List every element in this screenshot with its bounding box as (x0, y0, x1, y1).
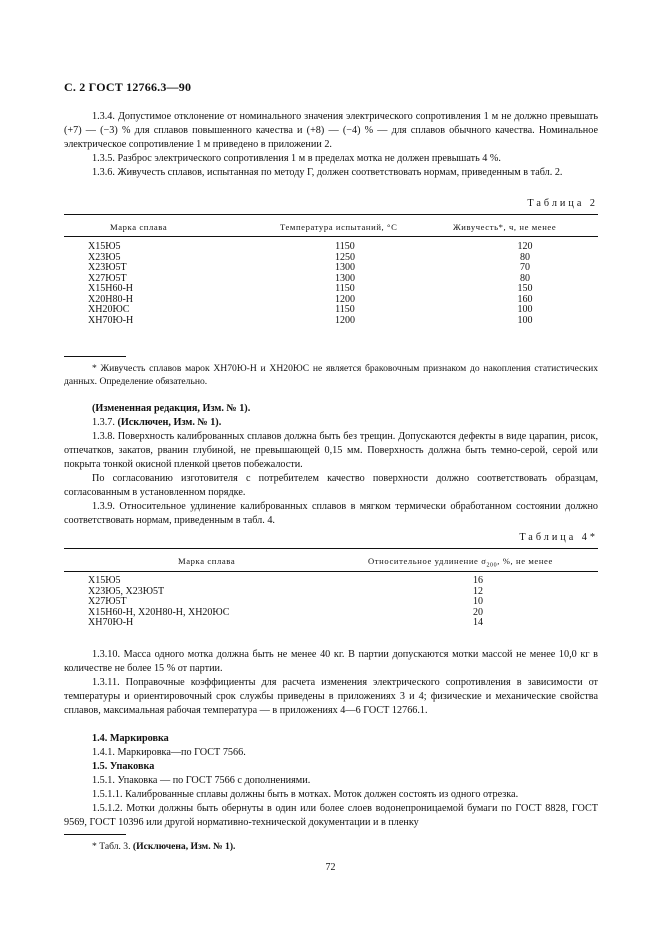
table-cell: 70 (520, 262, 530, 273)
table-cell: Х23Ю5, Х23Ю5Т (88, 585, 165, 597)
paragraph-1-3-8: 1.3.8. Поверхность калиброванных сплавов должна быть без трещин. Допускаются дефекты в виде царапин, рисок, отпечатков, закатов, рванин глубиной, не превышающей 0,15 мм. Поверхность должна быть темно-серой, серой или покрыта тонкой окисной пленкой цветов побежалости. (64, 431, 598, 470)
table-4-header-rule (64, 571, 598, 572)
paragraph-1-3-5: 1.3.5. Разброс электрического сопротивления 1 м в пределах мотка не должен превышать 4 %. (92, 153, 501, 164)
table-2-temperature-column (320, 242, 370, 326)
header-suffix: , %, не менее (497, 556, 553, 566)
table-cell: ХН70Ю-Н (88, 314, 134, 326)
table-cell: 1300 (335, 262, 355, 273)
paragraph-number: 1.3.7. (92, 417, 115, 428)
table-4-header-grade: Марка сплава (178, 556, 236, 566)
table-cell: Х27Ю5Т (88, 596, 127, 607)
table-cell: 1150 (335, 283, 355, 294)
table-cell: Х15Ю5 (88, 575, 121, 586)
footnote-rule (64, 356, 126, 357)
excluded-note: (Исключен, Изм. № 1). (117, 417, 222, 428)
table-3-footnote (64, 840, 598, 853)
paragraph-agreement: По согласованию изготовителя с потребителем качество поверхности должно соответствовать образцам, согласованным в установленном порядке. (64, 473, 598, 498)
table-4-top-rule (64, 548, 598, 549)
table-2-caption: Таблица 2 (527, 198, 598, 209)
paragraph-1-3-10: 1.3.10. Масса одного мотка должна быть не менее 40 кг. В партии допускаются мотки массой не менее 10,0 кг в количестве не более 15 % от партии. (64, 649, 598, 674)
table-2-life-column (505, 242, 545, 326)
table-cell: ХН70Ю-Н (88, 617, 134, 628)
footnote-rule-2 (64, 834, 126, 835)
table-cell: 1200 (335, 293, 355, 305)
table-4-elongation-column (460, 576, 496, 629)
table-cell: 80 (520, 251, 530, 263)
table-2-header-rule (64, 236, 598, 237)
table-cell: 1200 (335, 314, 355, 326)
table-cell: 20 (473, 606, 483, 618)
page-header: С. 2 ГОСТ 12766.3—90 (64, 80, 192, 94)
table-cell: 1150 (335, 304, 355, 315)
paragraph-1-3-4: 1.3.4. Допустимое отклонение от номинального значения электрического сопротивления 1 м не должно превышать (+7) — (−3) % для сплавов повышенного качества и (+8) — (−4) % — для сплавов обычного качества. Номинальное электрическое сопротивление 1 м приведено в приложении 2. (64, 111, 598, 150)
paragraph-1-3-6: 1.3.6. Живучесть сплавов, испытанная по методу Г, должен соответствовать нормам, приведенным в табл. 2. (92, 167, 563, 178)
footnote-prefix: * Табл. 3. (92, 841, 131, 852)
amendment-note: (Измененная редакция, Изм. № 1). (92, 403, 251, 414)
table-cell: 160 (517, 293, 533, 305)
paragraph-1-3-11: 1.3.11. Поправочные коэффициенты для расчета изменения электрического сопротивления в зависимости от температуры и ориентировочный срок службы приведены в приложениях 3 и 4; физические и механические свойства сплавов, максимальная рабочая температура — в приложениях 4—6 ГОСТ 12766.1. (64, 677, 598, 716)
table-cell: 150 (517, 283, 533, 294)
table-cell: 80 (520, 272, 530, 284)
table-4-header-elongation (368, 556, 553, 569)
table-cell: 12 (473, 585, 483, 597)
header-subscript: 200 (486, 562, 498, 569)
table-cell: 1250 (335, 251, 355, 263)
table-cell: 16 (473, 575, 483, 586)
table-2-header-temperature: Температура испытаний, °С (280, 222, 398, 232)
paragraph-1-5-1-1: 1.5.1.1. Калиброванные сплавы должны быть в мотках. Моток должен состоять из одного отрезка. (92, 789, 519, 800)
paragraph-1-5-1: 1.5.1. Упаковка — по ГОСТ 7566 с дополнениями. (92, 775, 311, 786)
paragraph-1-5-1-2: 1.5.1.2. Мотки должны быть обернуты в один или более слоев водонепроницаемой бумаги по ГОСТ 8828, ГОСТ 9569, ГОСТ 10396 или другой нормативно-технической документации и в пленку (64, 803, 598, 828)
table-cell: 10 (473, 596, 483, 607)
table-2-grade-column (88, 242, 133, 326)
table-4-grade-column (88, 576, 229, 629)
table-cell: Х20Н80-Н (88, 293, 133, 305)
section-1-4-title: 1.4. Маркировка (92, 733, 169, 744)
table-cell: Х15Н60-Н (88, 283, 133, 294)
paragraph-1-3-7 (64, 416, 598, 430)
table-2-top-rule (64, 214, 598, 215)
table-2-header-grade: Марка сплава (110, 222, 168, 232)
table-cell: 14 (473, 617, 483, 628)
table-4-caption: Таблица 4* (519, 532, 598, 543)
header-prefix: Относительное удлинение σ (368, 556, 487, 566)
table-cell: Х23Ю5 (88, 251, 121, 263)
section-1-5-title: 1.5. Упаковка (92, 761, 155, 772)
table-2-footnote: * Живучесть сплавов марок ХН70Ю-Н и ХН20ЮС не является браковочным признаком до накопления статистических данных. Определение обязательно. (64, 363, 598, 387)
footnote-excluded: (Исключена, Изм. № 1). (132, 841, 236, 852)
page-number: 72 (325, 862, 336, 873)
paragraph-1-3-9: 1.3.9. Относительное удлинение калиброванных сплавов в мягком термически обработанном состоянии должно соответствовать нормам, приведенным в табл. 4. (64, 501, 598, 526)
table-cell: Х15Н60-Н, Х20Н80-Н, ХН20ЮС (88, 606, 230, 618)
table-2-header-life: Живучесть*, ч, не менее (453, 222, 557, 232)
table-cell: Х27Ю5Т (88, 272, 127, 284)
table-cell: Х15Ю5 (88, 241, 121, 252)
table-cell: 100 (517, 314, 533, 326)
table-cell: 1150 (335, 241, 355, 252)
table-cell: 1300 (335, 272, 355, 284)
paragraph-1-4-1: 1.4.1. Маркировка—по ГОСТ 7566. (92, 747, 246, 758)
table-cell: Х23Ю5Т (88, 262, 127, 273)
table-cell: 100 (517, 304, 533, 315)
table-cell: 120 (517, 241, 533, 252)
table-cell: ХН20ЮС (88, 304, 130, 315)
